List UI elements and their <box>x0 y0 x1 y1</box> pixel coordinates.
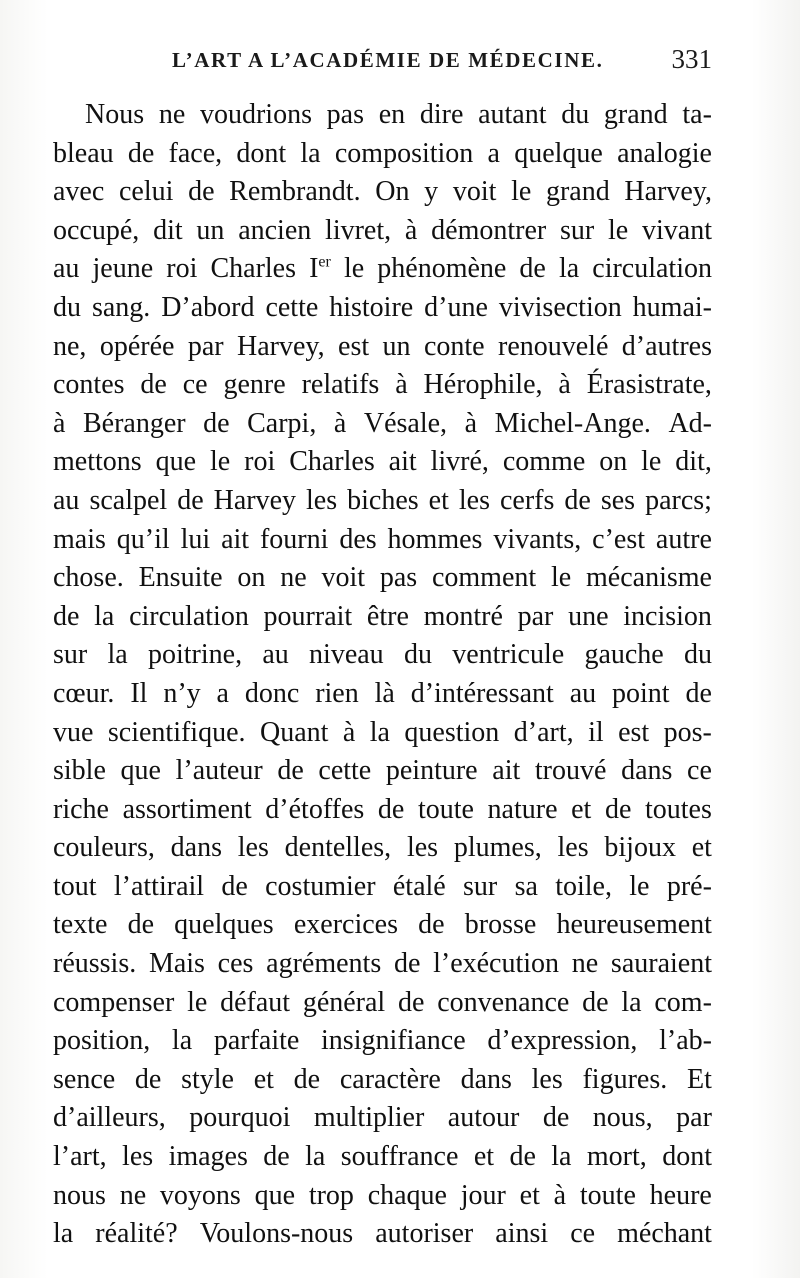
text-line: riche assortiment d’étoffes de toute nature et de toutes <box>53 793 712 825</box>
text-line: d’ailleurs, pourquoi multiplier autour de nous, par <box>53 1102 712 1134</box>
text-line: sur la poitrine, au niveau du ventricule gauche du <box>53 639 712 671</box>
text-line: sible que l’auteur de cette peinture ait trouvé dans ce <box>53 755 712 787</box>
text-line: la réalité? Voulons-nous autoriser ainsi ce méchant <box>53 1218 712 1250</box>
text-line: l’art, les images de la souffrance et de la mort, dont <box>53 1141 712 1173</box>
text-line: mettons que le roi Charles ait livré, comme on le dit, <box>53 446 712 478</box>
text-line: cœur. Il n’y a donc rien là d’intéressant au point de <box>53 677 712 709</box>
text-line: contes de ce genre relatifs à Hérophile, à Érasistrate, <box>53 369 712 401</box>
text-line: Nous ne voudrions pas en dire autant du grand ta- <box>85 99 712 130</box>
text-line: couleurs, dans les dentelles, les plumes, les bijoux et <box>53 832 712 864</box>
page-number: 331 <box>671 44 712 74</box>
text-line: du sang. D’abord cette histoire d’une vivisection humai- <box>53 291 712 323</box>
text-line: à Béranger de Carpi, à Vésale, à Michel-Ange. Ad- <box>53 407 712 439</box>
text-line: nous ne voyons que trop chaque jour et à toute heure <box>53 1179 712 1211</box>
page-header <box>172 44 712 84</box>
text-line: compenser le défaut général de convenance de la com- <box>53 986 712 1018</box>
text-line: de la circulation pourrait être montré par une incision <box>53 600 712 632</box>
text-line: occupé, dit un ancien livret, à démontrer sur le vivant <box>53 214 712 246</box>
text-line: vue scientifique. Quant à la question d’art, il est pos- <box>53 716 712 748</box>
text-line: position, la parfaite insignifiance d’expression, l’ab- <box>53 1025 712 1057</box>
text-line: au jeune roi Charles Ier le phénomène de la circulation <box>53 253 712 285</box>
text-line: ne, opérée par Harvey, est un conte renouvelé d’autres <box>53 330 712 362</box>
text-line: bleau de face, dont la composition a quelque analogie <box>53 137 712 169</box>
text-line: sence de style et de caractère dans les figures. Et <box>53 1063 712 1095</box>
text-line: au scalpel de Harvey les biches et les cerfs de ses parcs; <box>53 484 712 516</box>
text-line: chose. Ensuite on ne voit pas comment le mécanisme <box>53 562 712 594</box>
text-line: avec celui de Rembrandt. On y voit le grand Harvey, <box>53 176 712 208</box>
text-line: tout l’attirail de costumier étalé sur sa toile, le pré- <box>53 870 712 902</box>
text-line: mais qu’il lui ait fourni des hommes vivants, c’est autre <box>53 523 712 555</box>
body-paragraph <box>53 96 712 1254</box>
text-line: réussis. Mais ces agréments de l’exécution ne sauraient <box>53 948 712 980</box>
text-line: texte de quelques exercices de brosse heureusement <box>53 909 712 941</box>
running-title: L’ART A L’ACADÉMIE DE MÉDECINE. <box>172 48 604 72</box>
